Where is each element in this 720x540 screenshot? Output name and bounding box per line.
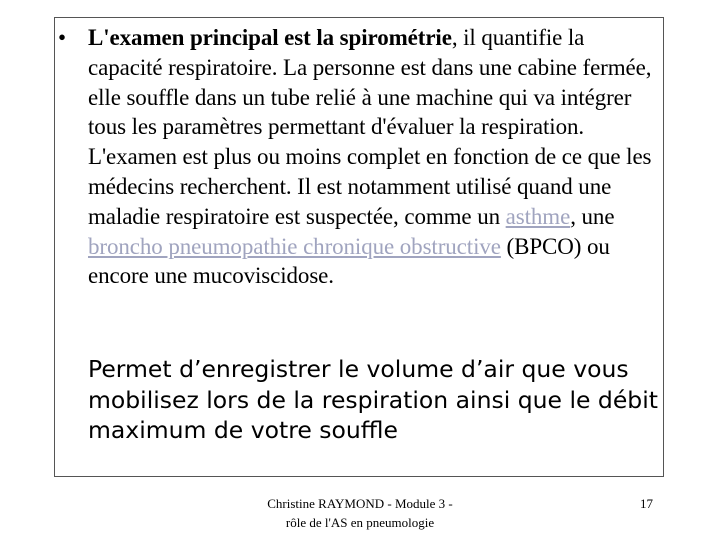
footer-line-1: Christine RAYMOND - Module 3 - xyxy=(267,496,453,511)
spirometry-description: Permet d’enregistrer le volume d’air que vous mobilisez lors de la respiration ainsi que le débit maximum de votre souffle xyxy=(88,355,658,444)
paragraph-text-3: (BPCO) ou encore une mucoviscidose. xyxy=(88,233,610,289)
paragraph-text-1: , il quantifie la capacité respiratoire. La personne est dans une cabine fermée, elle souffle dans un tube relié à une machine qui va intégrer tous les paramètres permettant d'évaluer la respiration. L'examen est plus ou moins complet en fonction de ce que les médecins recherchent. Il est notamment utilisé quand une maladie respiratoire est suspectée, comme un xyxy=(88,25,652,229)
link-asthme[interactable]: asthme xyxy=(505,203,571,229)
bullet-marker: • xyxy=(58,25,67,50)
main-paragraph xyxy=(88,23,658,291)
paragraph-text-2: , une xyxy=(570,203,615,229)
footer-author xyxy=(240,494,480,532)
page-number: 17 xyxy=(640,496,653,511)
bold-lead: L'examen principal est la spirométrie xyxy=(88,25,452,50)
footer-line-2: rôle de l'AS en pneumologie xyxy=(285,515,435,530)
link-bpco[interactable]: broncho pneumopathie chronique obstructive xyxy=(88,233,501,259)
